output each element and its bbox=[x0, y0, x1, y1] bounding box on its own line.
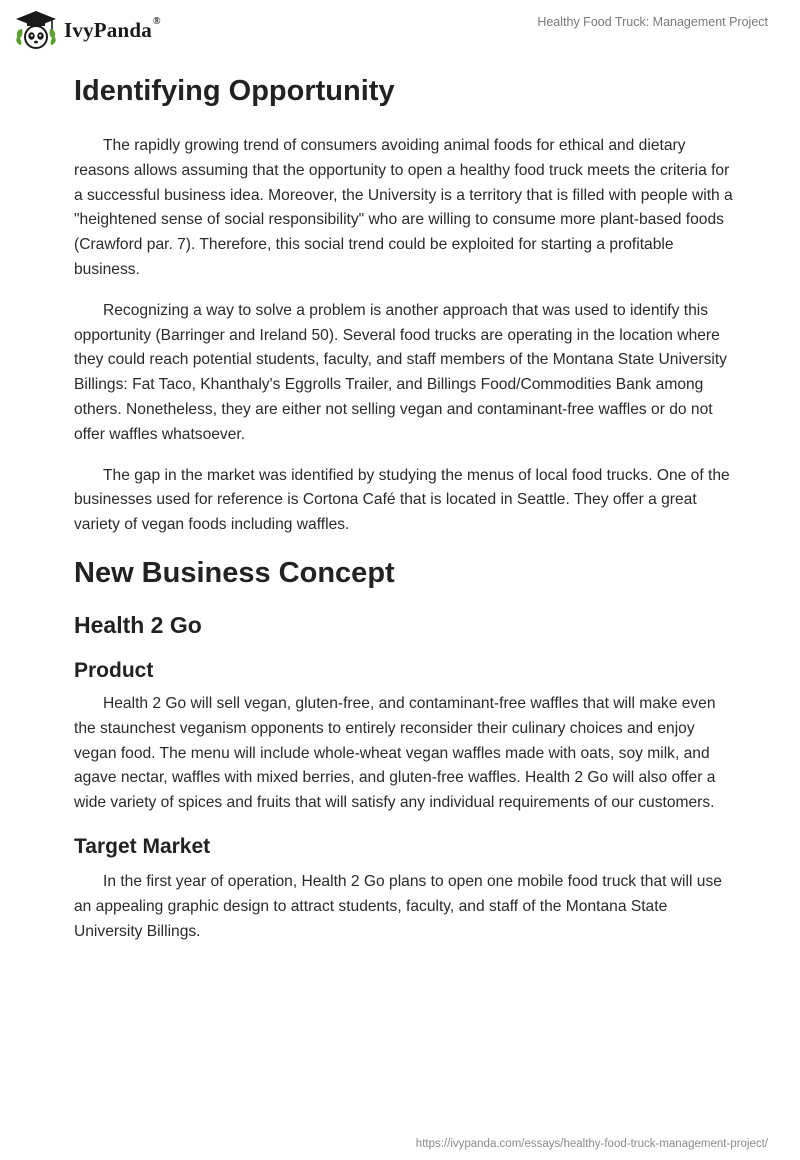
heading-product: Product bbox=[74, 658, 154, 682]
paragraph-target-market: In the first year of operation, Health 2 Go plans to open one mobile food truck that will use an appealing graphic design to attract students, faculty, and staff of the Montana State University Billings. bbox=[74, 872, 722, 940]
section-new-business-concept bbox=[74, 550, 734, 944]
heading-target-market: Target Market bbox=[74, 834, 211, 858]
heading-identifying-opportunity: Identifying Opportunity bbox=[74, 75, 395, 107]
source-url-link[interactable]: https://ivypanda.com/essays/healthy-food-truck-management-project/ bbox=[415, 1138, 768, 1150]
panda-graduate-logo-icon bbox=[14, 9, 58, 51]
essay-content bbox=[74, 68, 734, 944]
paragraph-gap: The gap in the market was identified by studying the menus of local food trucks. One of the businesses used for reference is Cortona Café that is located in Seattle. They offer a great variety of vegan foods including waffles. bbox=[74, 466, 730, 534]
heading-new-business-concept: New Business Concept bbox=[74, 556, 395, 589]
logo-wordmark bbox=[64, 15, 161, 43]
heading-health-2-go: Health 2 Go bbox=[74, 611, 202, 638]
paragraph-product: Health 2 Go will sell vegan, gluten-free, and contaminant-free waffles that will make even the staunchest veganism opponents to entirely reconsider their culinary choices and enjoy vegan food. The menu will include whole-wheat vegan waffles made with oats, soy milk, and agave nectar, waffles with mixed berries, and gluten-free waffles. Health 2 Go will also offer a wide variety of spices and fruits that will satisfy any individual requirements of our customers. bbox=[74, 694, 716, 812]
section-identifying-opportunity bbox=[74, 68, 734, 538]
paragraph-recognizing: Recognizing a way to solve a problem is another approach that was used to identify this opportunity (Barringer and Ireland 50). Several food trucks are operating in the location where they could reach potential students, faculty, and staff members of the Montana State University Billings: Fat Taco, Khanthaly's Eggrolls Trailer, and Billings Food/Commodities Bank among others. Nonetheless, they are either not selling vegan and contaminant-free waffles or do not offer waffles whatsoever. bbox=[74, 301, 727, 443]
logo-wordmark-text: IvyPanda bbox=[64, 17, 152, 42]
running-title: Healthy Food Truck: Management Project bbox=[537, 15, 768, 29]
registered-mark: ® bbox=[152, 15, 161, 27]
paragraph-trend: The rapidly growing trend of consumers avoiding animal foods for ethical and dietary reasons allows assuming that the opportunity to open a healthy food truck meets the criteria for a successful business idea. Moreover, the University is a territory that is filled with people with a "heightened sense of social responsibility" who are willing to consume more plant-based foods (Crawford par. 7). Therefore, this social trend could be exploited for starting a profitable business. bbox=[74, 137, 733, 278]
page-header bbox=[0, 0, 800, 60]
ivypanda-logo[interactable] bbox=[14, 9, 161, 51]
